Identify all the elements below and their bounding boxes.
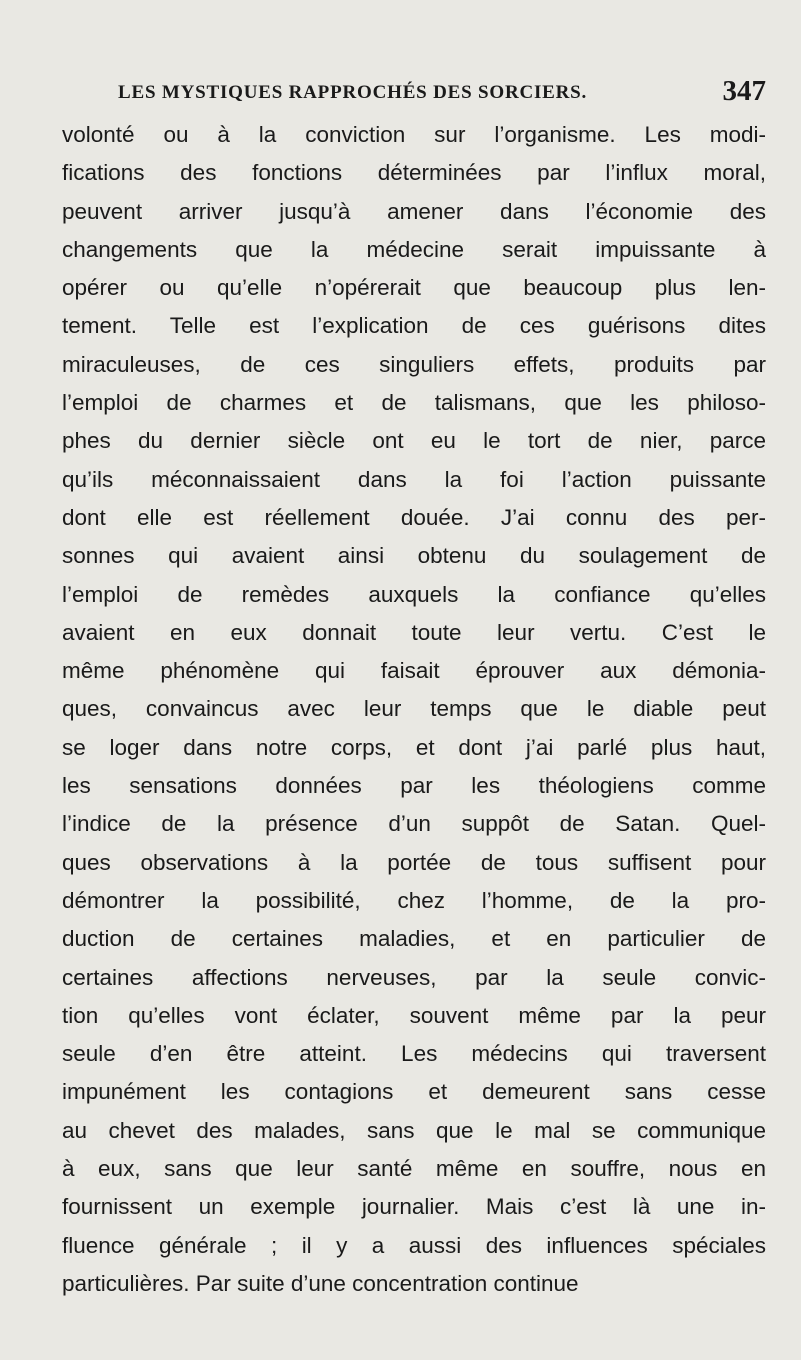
text-line: l’indice de la présence d’un suppôt de Satan. Quel-: [62, 811, 766, 837]
text-line: duction de certaines maladies, et en particulier de: [62, 926, 766, 952]
text-line: au chevet des malades, sans que le mal se communique: [62, 1117, 766, 1143]
running-title: LES MYSTIQUES RAPPROCHÉS DES SORCIERS.: [118, 82, 588, 103]
page-number: 347: [722, 75, 766, 107]
text-line: qu’ils méconnaissaient dans la foi l’action puissante: [62, 466, 766, 492]
text-line: avaient en eux donnait toute leur vertu. C’est le: [62, 619, 766, 645]
text-line: phes du dernier siècle ont eu le tort de nier, parce: [62, 428, 766, 454]
text-line: fications des fonctions déterminées par l’influx moral,: [62, 160, 766, 186]
text-line: même phénomène qui faisait éprouver aux démonia-: [62, 658, 766, 684]
text-line: dont elle est réellement douée. J’ai connu des per-: [62, 504, 766, 530]
text-line: miraculeuses, de ces singuliers effets, produits par: [62, 351, 766, 377]
text-line: particulières. Par suite d’une concentration continue: [62, 1270, 579, 1296]
text-line: l’emploi de remèdes auxquels la confiance qu’elles: [62, 581, 766, 607]
text-line: fournissent un exemple journalier. Mais c’est là une in-: [62, 1194, 766, 1220]
text-line: seule d’en être atteint. Les médecins qui traversent: [62, 1041, 766, 1067]
text-line: volonté ou à la conviction sur l’organisme. Les modi-: [62, 122, 766, 147]
text-line: tement. Telle est l’explication de ces guérisons dites: [62, 313, 766, 339]
text-line: ques, convaincus avec leur temps que le diable peut: [62, 696, 766, 722]
text-line: l’emploi de charmes et de talismans, que les philoso-: [62, 390, 766, 416]
running-head: [118, 76, 766, 110]
text-line: opérer ou qu’elle n’opérerait que beaucoup plus len-: [62, 275, 766, 301]
text-line: se loger dans notre corps, et dont j’ai parlé plus haut,: [62, 734, 766, 760]
body-text: [62, 116, 766, 1303]
text-line: ques observations à la portée de tous suffisent pour: [62, 849, 766, 875]
text-line: certaines affections nerveuses, par la seule convic-: [62, 964, 766, 990]
text-line: les sensations données par les théologiens comme: [62, 773, 766, 799]
text-line: sonnes qui avaient ainsi obtenu du soulagement de: [62, 543, 766, 569]
text-line: changements que la médecine serait impuissante à: [62, 236, 766, 262]
text-line: peuvent arriver jusqu’à amener dans l’économie des: [62, 198, 766, 224]
text-line: à eux, sans que leur santé même en souffre, nous en: [62, 1156, 766, 1182]
text-line: fluence générale ; il y a aussi des influences spéciales: [62, 1232, 766, 1258]
text-line: tion qu’elles vont éclater, souvent même par la peur: [62, 1002, 766, 1028]
text-line: impunément les contagions et demeurent sans cesse: [62, 1079, 766, 1105]
text-line: démontrer la possibilité, chez l’homme, de la pro-: [62, 887, 766, 913]
